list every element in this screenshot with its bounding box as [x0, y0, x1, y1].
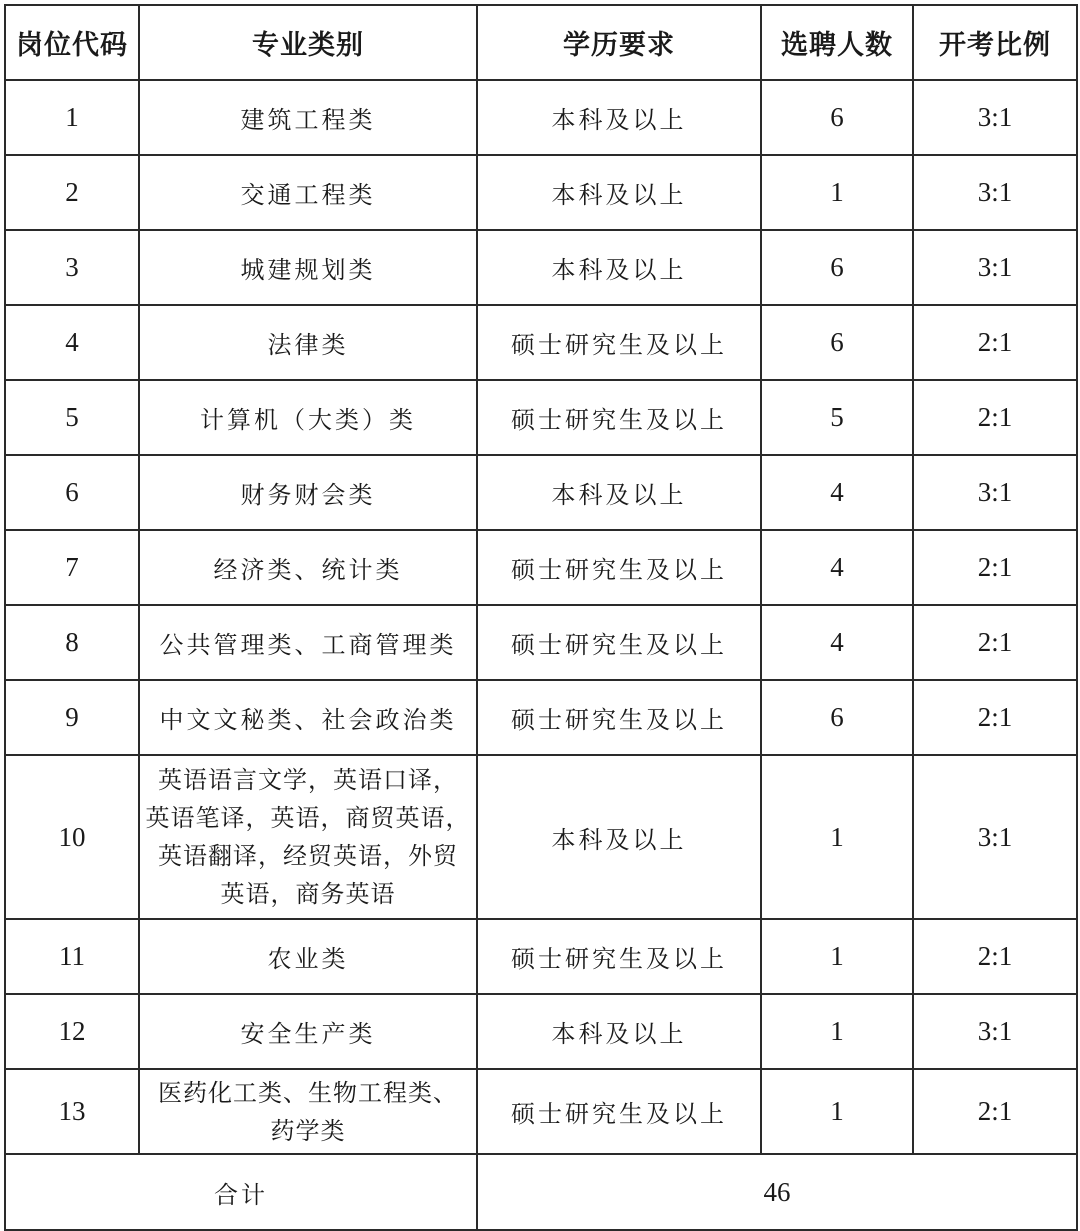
- major-category: 财务财会类: [139, 455, 477, 530]
- major-category-line: 医药化工类、生物工程类、: [158, 1078, 458, 1107]
- education-requirement: 本科及以上: [477, 994, 761, 1069]
- major-category: 计算机（大类）类: [139, 380, 477, 455]
- education-requirement: 本科及以上: [477, 455, 761, 530]
- exam-ratio: 3:1: [913, 755, 1077, 919]
- position-code: 8: [5, 605, 139, 680]
- table-row: [5, 230, 1077, 305]
- major-category-line: 药学类: [270, 1116, 346, 1145]
- hire-count: 4: [761, 530, 913, 605]
- table-row: [5, 755, 1077, 919]
- exam-ratio: 3:1: [913, 230, 1077, 305]
- education-requirement: 硕士研究生及以上: [477, 680, 761, 755]
- major-category: 农业类: [139, 919, 477, 994]
- table-row: [5, 919, 1077, 994]
- major-category-line: 英语翻译，经贸英语，外贸: [158, 842, 458, 870]
- total-row: [5, 1154, 1077, 1230]
- total-value: 46: [477, 1154, 1077, 1230]
- hire-count: 1: [761, 755, 913, 919]
- position-code: 11: [5, 919, 139, 994]
- table-row: [5, 155, 1077, 230]
- header-row: [5, 5, 1077, 80]
- exam-ratio: 2:1: [913, 380, 1077, 455]
- education-requirement: 硕士研究生及以上: [477, 919, 761, 994]
- table-row: [5, 380, 1077, 455]
- header-education: 学历要求: [477, 5, 761, 80]
- position-code: 10: [5, 755, 139, 919]
- exam-ratio: 2:1: [913, 680, 1077, 755]
- position-code: 4: [5, 305, 139, 380]
- header-exam-ratio: 开考比例: [913, 5, 1077, 80]
- education-requirement: 硕士研究生及以上: [477, 530, 761, 605]
- hire-count: 1: [761, 1069, 913, 1154]
- exam-ratio: 3:1: [913, 455, 1077, 530]
- table-row: [5, 1069, 1077, 1154]
- major-category: 安全生产类: [139, 994, 477, 1069]
- table-row: [5, 994, 1077, 1069]
- position-code: 3: [5, 230, 139, 305]
- exam-ratio: 3:1: [913, 80, 1077, 155]
- position-code: 2: [5, 155, 139, 230]
- exam-ratio: 2:1: [913, 919, 1077, 994]
- table-row: [5, 455, 1077, 530]
- hire-count: 6: [761, 80, 913, 155]
- exam-ratio: 2:1: [913, 305, 1077, 380]
- hire-count: 1: [761, 919, 913, 994]
- hire-count: 4: [761, 605, 913, 680]
- education-requirement: 本科及以上: [477, 230, 761, 305]
- position-code: 13: [5, 1069, 139, 1154]
- total-label: 合计: [5, 1154, 477, 1230]
- position-code: 9: [5, 680, 139, 755]
- table-row: [5, 680, 1077, 755]
- hire-count: 1: [761, 155, 913, 230]
- position-code: 5: [5, 380, 139, 455]
- major-category-line: 英语笔译，英语，商贸英语，: [145, 804, 471, 832]
- major-category: [139, 1069, 477, 1154]
- exam-ratio: 2:1: [913, 605, 1077, 680]
- exam-ratio: 3:1: [913, 155, 1077, 230]
- table-row: [5, 305, 1077, 380]
- header-major-category: 专业类别: [139, 5, 477, 80]
- major-category-line: 英语，商务英语: [220, 880, 396, 908]
- education-requirement: 本科及以上: [477, 80, 761, 155]
- major-category: 交通工程类: [139, 155, 477, 230]
- table-row: [5, 605, 1077, 680]
- recruitment-table: [4, 4, 1078, 1231]
- education-requirement: 硕士研究生及以上: [477, 380, 761, 455]
- position-code: 6: [5, 455, 139, 530]
- header-hire-count: 选聘人数: [761, 5, 913, 80]
- hire-count: 5: [761, 380, 913, 455]
- header-position-code: 岗位代码: [5, 5, 139, 80]
- position-code: 7: [5, 530, 139, 605]
- major-category: 建筑工程类: [139, 80, 477, 155]
- education-requirement: 硕士研究生及以上: [477, 605, 761, 680]
- position-code: 1: [5, 80, 139, 155]
- education-requirement: 本科及以上: [477, 755, 761, 919]
- hire-count: 6: [761, 680, 913, 755]
- major-category-line: 英语语言文学，英语口译，: [158, 766, 458, 794]
- position-code: 12: [5, 994, 139, 1069]
- exam-ratio: 2:1: [913, 1069, 1077, 1154]
- hire-count: 6: [761, 305, 913, 380]
- major-category: 经济类、统计类: [139, 530, 477, 605]
- exam-ratio: 3:1: [913, 994, 1077, 1069]
- table-row: [5, 80, 1077, 155]
- table-row: [5, 530, 1077, 605]
- major-category: 城建规划类: [139, 230, 477, 305]
- education-requirement: 本科及以上: [477, 155, 761, 230]
- exam-ratio: 2:1: [913, 530, 1077, 605]
- hire-count: 1: [761, 994, 913, 1069]
- major-category: [139, 755, 477, 919]
- major-category: 中文文秘类、社会政治类: [139, 680, 477, 755]
- major-category: 法律类: [139, 305, 477, 380]
- education-requirement: 硕士研究生及以上: [477, 305, 761, 380]
- major-category: 公共管理类、工商管理类: [139, 605, 477, 680]
- hire-count: 4: [761, 455, 913, 530]
- hire-count: 6: [761, 230, 913, 305]
- education-requirement: 硕士研究生及以上: [477, 1069, 761, 1154]
